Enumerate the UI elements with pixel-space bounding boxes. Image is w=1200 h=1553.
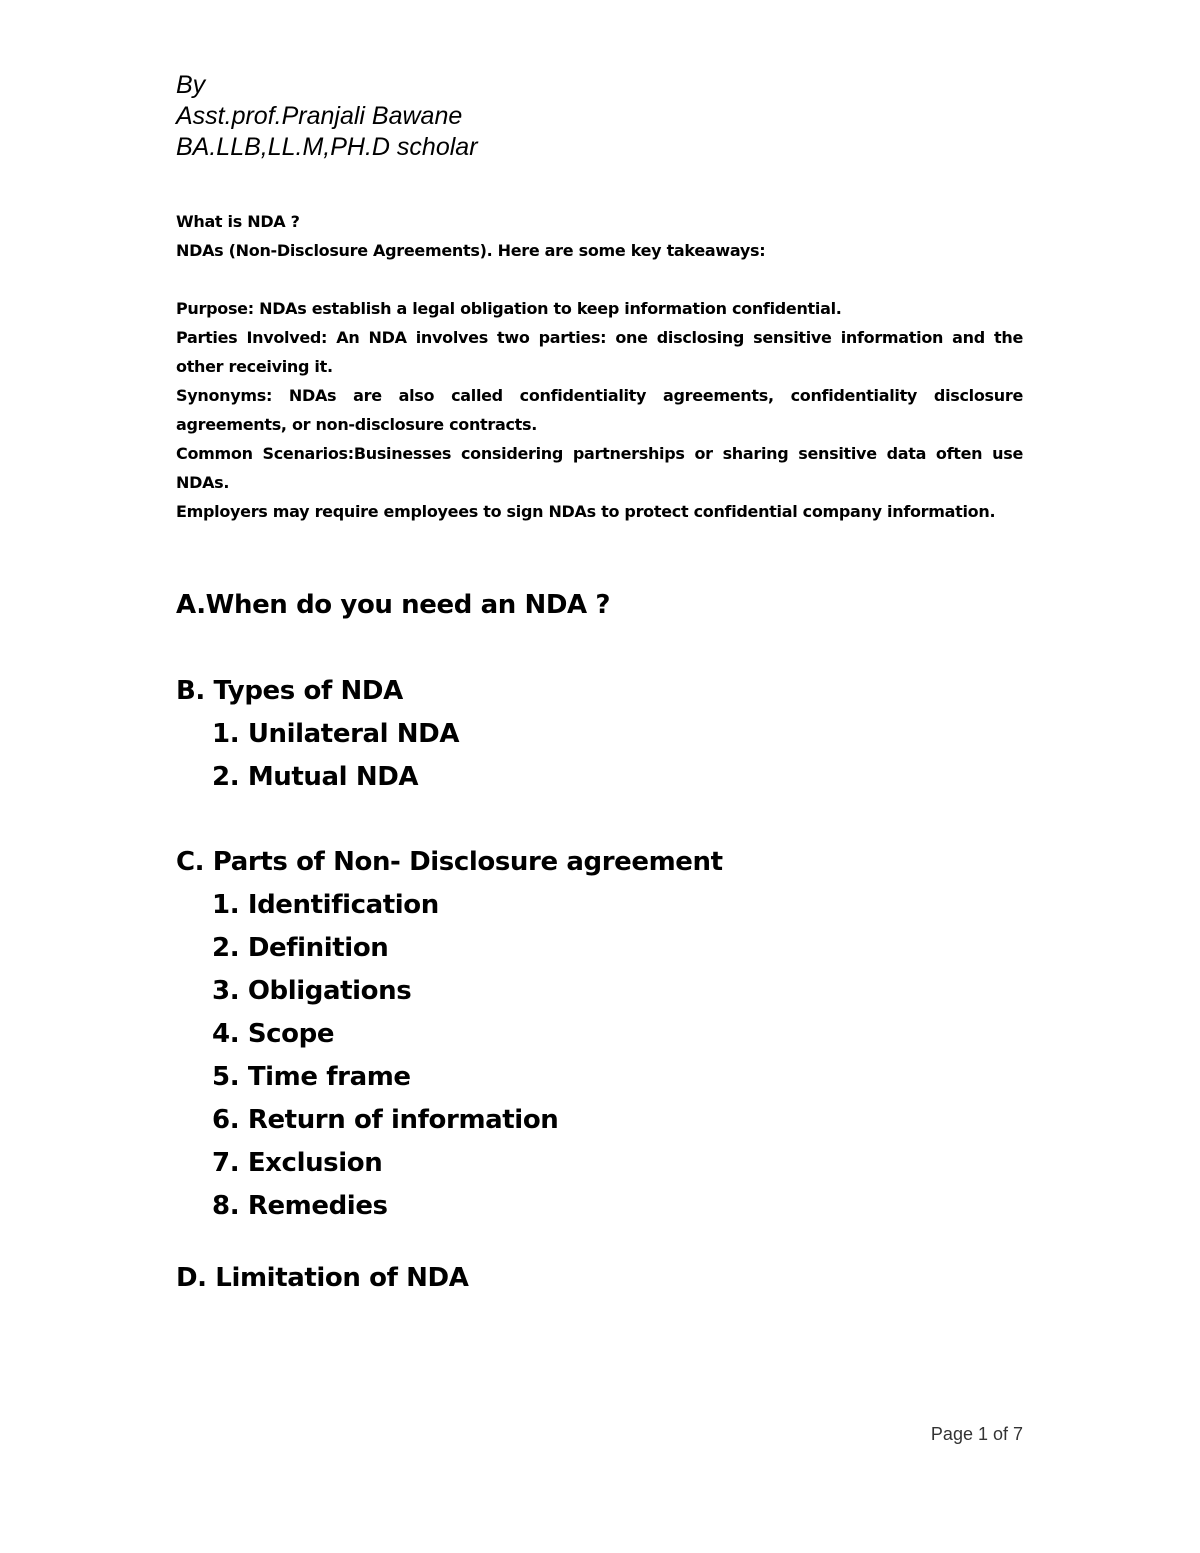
intro-scenarios: Common Scenarios:Businesses considering partnerships or sharing sensitive data often use NDAs. xyxy=(176,444,1023,492)
author-credentials: BA.LLB,LL.M,PH.D scholar xyxy=(176,133,478,161)
list-item: 3. Obligations xyxy=(212,976,412,1006)
intro-parties: Parties Involved: An NDA involves two parties: one disclosing sensitive information and the other receiving it. xyxy=(176,328,1023,376)
section-b-list xyxy=(212,713,459,799)
list-item: 5. Time frame xyxy=(212,1062,411,1092)
intro-synonyms: Synonyms: NDAs are also called confidentiality agreements, confidentiality disclosure agreements, or non-disclosure contracts. xyxy=(176,386,1023,434)
list-item: 1. Identification xyxy=(212,890,439,920)
list-item: 2. Mutual NDA xyxy=(212,762,419,792)
intro-section xyxy=(176,207,1023,526)
section-d-heading: D. Limitation of NDA xyxy=(176,1263,469,1293)
intro-purpose: Purpose: NDAs establish a legal obligation to keep information confidential. xyxy=(176,299,842,318)
section-c-list xyxy=(212,884,558,1228)
list-item: 2. Definition xyxy=(212,933,389,963)
author-block xyxy=(176,70,478,163)
section-c-heading: C. Parts of Non- Disclosure agreement xyxy=(176,847,723,877)
author-by: By xyxy=(176,71,206,99)
intro-definition: NDAs (Non-Disclosure Agreements). Here are some key takeaways: xyxy=(176,241,766,260)
author-name: Asst.prof.Pranjali Bawane xyxy=(176,102,463,130)
intro-question: What is NDA ? xyxy=(176,212,300,231)
list-item: 8. Remedies xyxy=(212,1191,388,1221)
intro-spacer xyxy=(176,265,1023,294)
list-item: 6. Return of information xyxy=(212,1105,559,1135)
page-number: Page 1 of 7 xyxy=(930,1424,1023,1444)
list-item: 7. Exclusion xyxy=(212,1148,383,1178)
list-item: 4. Scope xyxy=(212,1019,335,1049)
section-b-heading: B. Types of NDA xyxy=(176,676,403,706)
section-a-heading: A.When do you need an NDA ? xyxy=(176,590,611,620)
list-item: 1. Unilateral NDA xyxy=(212,719,460,749)
intro-employers: Employers may require employees to sign NDAs to protect confidential company information. xyxy=(176,502,996,521)
